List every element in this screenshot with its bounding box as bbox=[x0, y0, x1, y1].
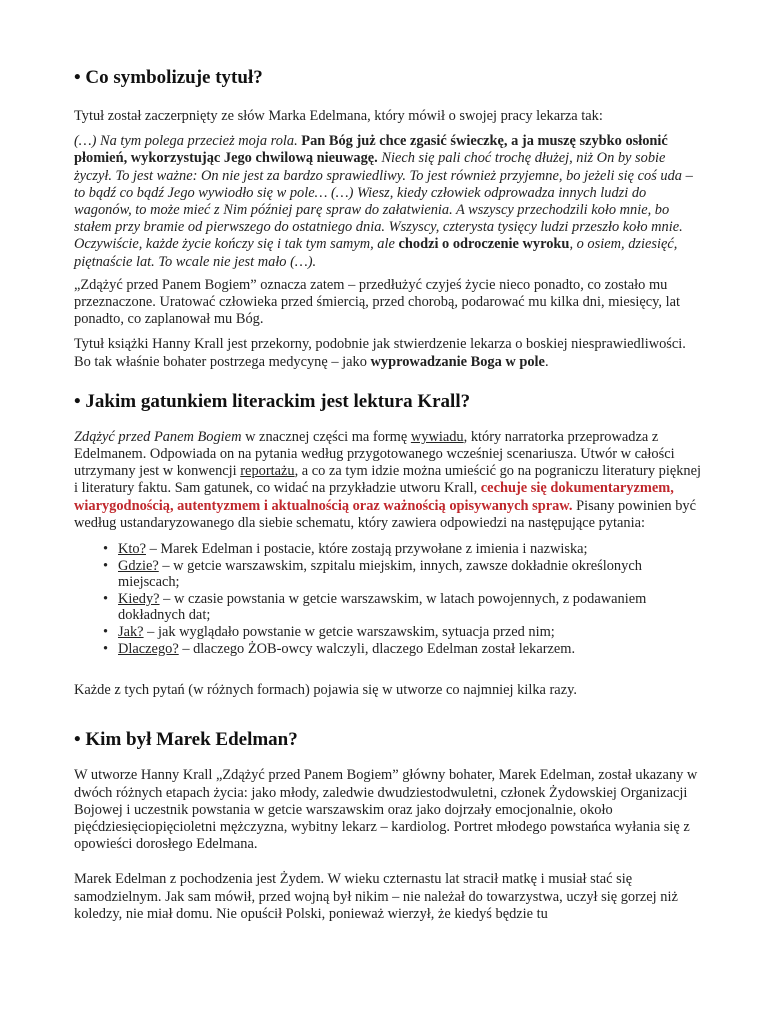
bullet: • bbox=[103, 624, 109, 641]
bullet: • bbox=[103, 557, 109, 574]
paragraph-genre bbox=[74, 429, 702, 532]
paragraph-text: , a co za tym idzie można umieścić go na pograniczu literatury pięknej i literatury faktu. Sam gatunek, co widać na przykładzie utworu Krall, bbox=[74, 463, 701, 497]
paragraph-edelman-origin: Marek Edelman z pochodzenia jest Żydem. W wieku czternastu lat stracił matkę i musiał stać się samodzielnym. Jak sam mówił, przed wojną był nikim – nie należał do towarzystwa, uczył się gorzej niż koledzy, nie miał domu. Nie opuścił Polski, ponieważ wierzył, że kiedyś będzie tu bbox=[74, 871, 678, 922]
paragraph-text: Tytuł książki Hanny Krall jest przekorny, podobnie jak stwierdzenie lekarza o boskiej niesprawiedliwości. Bo tak właśnie bohater postrzega medycynę – jako bbox=[74, 336, 686, 370]
link-question[interactable]: Gdzie? bbox=[118, 557, 159, 574]
paragraph-edelman-portrait: W utworze Hanny Krall „Zdążyć przed Panem Bogiem” główny bohater, Marek Edelman, został ukazany w dwóch różnych etapach życia: jako młody, zaledwie dwudziestodwuletni, członek Żydowskiej Organizacji Bojowej i uczestnik powstania w getcie warszawskim oraz jako dojrzały emocjonalnie, około pięćdziesięciopięcioletni mężczyzna, wybitny lekarz – kardiolog. Portret młodego powstańca wyłania się z opowieści dorosłego Edelmana. bbox=[74, 767, 698, 853]
questions-list bbox=[74, 541, 702, 657]
list-item bbox=[74, 541, 702, 558]
paragraph-text: Pisany powinien być według ustandaryzowanego dla siebie schematu, który zawiera odpowiedzi na następujące pytania: bbox=[74, 497, 696, 531]
bullet: • bbox=[103, 590, 109, 607]
paragraph-ironic-title bbox=[74, 336, 702, 370]
quote-text: (…) Na tym polega przecież moja rola. bbox=[74, 133, 302, 150]
link-question[interactable]: Jak? bbox=[118, 624, 144, 641]
quote-paragraph bbox=[74, 133, 702, 271]
quote-bold-text: chodzi o odroczenie wyroku bbox=[398, 236, 570, 253]
paragraph-intro: Tytuł został zaczerpnięty ze słów Marka Edelmana, który mówił o swojej pracy lekarza tak: bbox=[74, 108, 603, 124]
quote-text: , o osiem, dziesięć, piętnaście lat. To wcale nie jest mało (…). bbox=[74, 236, 678, 270]
list-item bbox=[74, 591, 702, 624]
list-item bbox=[74, 558, 702, 591]
link-question[interactable]: Dlaczego? bbox=[118, 640, 179, 657]
book-title: Zdążyć przed Panem Bogiem bbox=[74, 428, 242, 445]
paragraph-meaning: „Zdążyć przed Panem Bogiem” oznacza zatem – przedłużyć czyjeś życie nieco ponadto, co zostało mu przeznaczone. Uratować człowieka przed śmiercią, przed chorobą, podarować mu kilka dni, miesięcy, lat ponadto, co zaplanował mu Bóg. bbox=[74, 276, 680, 328]
document-content bbox=[74, 66, 702, 923]
list-item bbox=[74, 641, 702, 658]
bullet: • bbox=[103, 541, 109, 558]
section-heading-edelman: • Kim był Marek Edelman? bbox=[74, 729, 298, 751]
paragraph-questions-note: Każde z tych pytań (w różnych formach) pojawia się w utworze co najmniej kilka razy. bbox=[74, 682, 577, 699]
bullet: • bbox=[103, 640, 109, 657]
highlighted-text: cechuje się dokumentaryzmem, wiarygodnością, autentyzmem i aktualnością oraz ważnością opisywanych spraw. bbox=[74, 480, 674, 514]
list-item-text: – dlaczego ŻOB-owcy walczyli, dlaczego Edelman został lekarzem. bbox=[178, 640, 576, 657]
link-question[interactable]: Kiedy? bbox=[118, 590, 160, 607]
list-item-text: – w getcie warszawskim, szpitalu miejskim, innych, zawsze dokładnie określonych miejscach; bbox=[118, 557, 642, 591]
section-heading-title-meaning: • Co symbolizuje tytuł? bbox=[74, 67, 263, 88]
quote-text: Niech się pali choć trochę dłużej, niż On by sobie życzył. To jest ważne: On nie jest za bardzo sprawiedliwy. To jest również przyjemne, bo jeżeli się coś uda – to bądź co bądź Jego wywiodło się w pole… (…) Wiesz, kiedy człowiek odprowadza innych ludzi do wagonów, to może mieć z Nim później parę spraw do załatwienia. A wszyscy przechodzili koło mnie, bo stałem przy bramie od pierwszego do ostatniego dnia. Wszyscy, czterysta tysięcy ludzi przeszło koło mnie. Oczywiście, każde życie kończy się i tak tym samym, ale bbox=[74, 150, 693, 253]
paragraph-text: , który narratorka przeprowadza z Edelmanem. Odpowiada on na pytania według przygotowanego wcześniej scenariusza. Utwór w całości utrzymany jest w konwencji bbox=[74, 428, 675, 480]
paragraph-text: . bbox=[544, 353, 549, 370]
list-item-text: – jak wyglądało powstanie w getcie warszawskim, sytuacja przed nim; bbox=[143, 624, 555, 641]
paragraph-bold-text: wyprowadzanie Boga w pole bbox=[370, 353, 545, 370]
link-question[interactable]: Kto? bbox=[118, 541, 146, 558]
list-item bbox=[74, 624, 702, 641]
link-wywiad[interactable]: wywiadu bbox=[410, 428, 464, 445]
section-heading-genre: • Jakim gatunkiem literackim jest lektura Krall? bbox=[74, 390, 471, 412]
paragraph-text: w znacznej części ma formę bbox=[241, 428, 411, 445]
list-item-text: – w czasie powstania w getcie warszawskim, w latach powojennych, z podawaniem dokładnych dat; bbox=[118, 590, 647, 624]
link-reportaz[interactable]: reportażu bbox=[240, 463, 295, 480]
list-item-text: – Marek Edelman i postacie, które zostają przywołane z imienia i nazwiska; bbox=[145, 541, 588, 558]
quote-bold-text: Pan Bóg już chce zgasić świeczkę, a ja muszę szybko osłonić płomień, wykorzystując Jego chwilową nieuwagę. bbox=[74, 133, 668, 167]
